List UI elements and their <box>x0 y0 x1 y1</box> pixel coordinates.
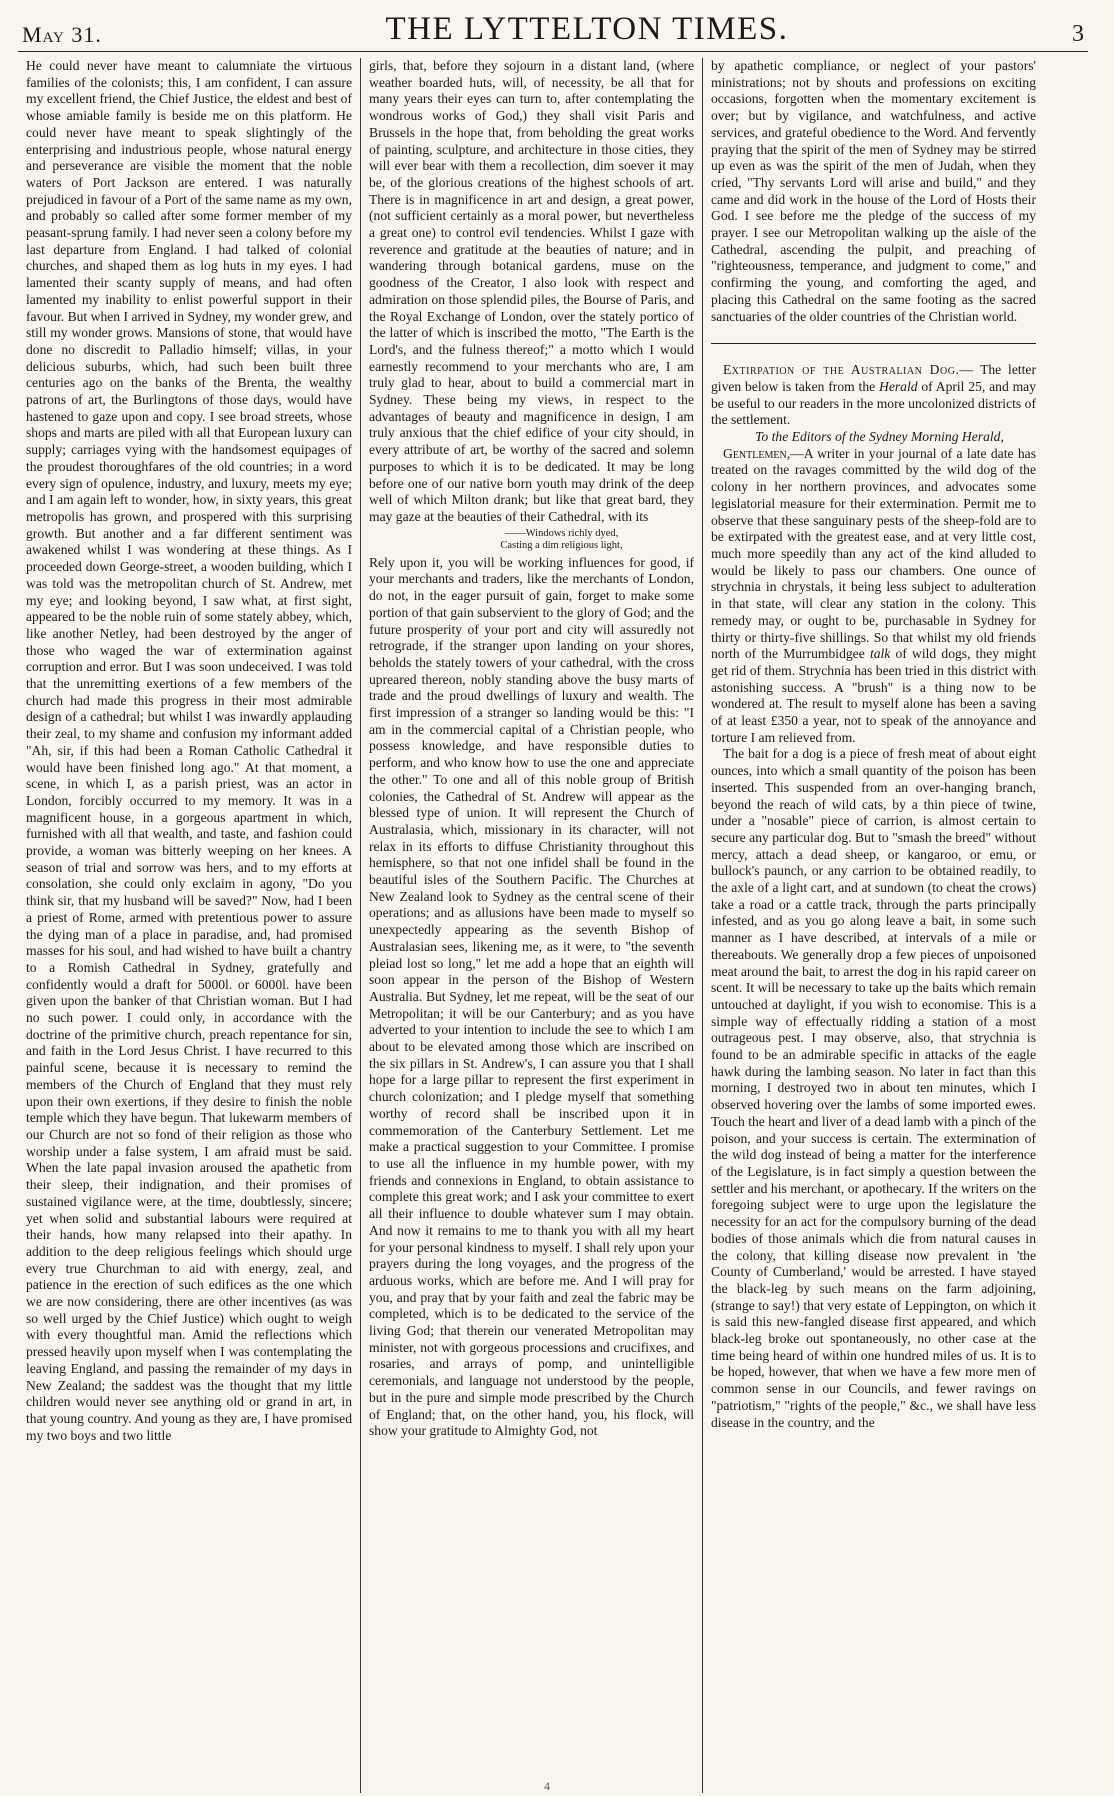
issue-date: May 31. <box>22 22 102 47</box>
article-intro: Extirpation of the Australian Dog.— The letter given below is taken from the Herald of April 25, and may be useful to our readers in the more uncolonized districts of the settlement. <box>711 362 1036 428</box>
column-3 <box>702 58 1044 1793</box>
page-signature-mark: 4 <box>544 1779 550 1793</box>
quote-line: ——Windows richly dyed, <box>504 527 619 539</box>
speech-paragraph: Rely upon it, you will be working influences for good, if your merchants and traders, like the merchants of London, do not, in the eager pursuit of gain, forget to make some portion of that gain subservient to the glory of God; and the future prosperity of your port and city will assuredly not retrograde, if the stranger upon landing on your shores, beholds the stately towers of your cathedral, with the cross upreared thereon, nobly standing above the busy marts of trade and the proud dwellings of luxury and wealth. The first impression of a stranger so landing would be this: "I am in the commercial capital of a Christian people, who possess knowledge, and have responsible duties to perform, and who know how to use the one and appreciate the other." To one and all of this noble group of British colonies, the Cathedral of St. Andrew will appear as the blessed type of union. It will represent the Church of Australasia, which, missionary in its character, will not relax in its efforts to diffuse Christianity throughout this hemisphere, so that not one infidel shall be found in the beautiful isles of the Southern Pacific. The Churches at New Zealand look to Sydney as the central scene of their operations; and as allusions have been made to myself so unexpectedly appearing as the seventh Bishop of Australasian sees, likening me, as it were, to "the seventh pleiad lost so long," let me add a hope that an eighth will soon appear in the person of the Bishop of Western Australia. But Sydney, let me repeat, will be the seat of our Metropolitan; it will be our Canterbury; and as you have adverted to your intention to include the see to which I am about to be elevated among those which are inscribed on the six pillars in St. Andrew's, I can assure you that I shall hope for a large pillar to represent the first experiment in church colonization; and I pledge myself that something worthy of record shall be inscribed upon it in commemoration of the Canterbury Settlement. Let me make a practical suggestion to your Committee. I promise to use all the influence in my humble power, with my friends and connexions in England, to obtain assistance to complete this great work; and I ask your committee to exert all their influence to double whatever sum I may obtain. And now it remains to me to thank you with all my heart for your personal kindness to myself. I shall rely upon your prayers during the long voyages, and the progress of the arduous works, which are before me. And I will pray for you, and pray that by your faith and zeal the fabric may be completed, which is to be dedicated to the service of the living God; that therein our venerated Metropolitan may minister, not with gorgeous processions and crucifixes, and rosaries, and arrays of pomp, and unintelligible ceremonials, and language not understood by the people, but in the pure and simple mode prescribed by the Church of England; that, on the other hand, you, his flock, will show your gratitude to Almighty God, not <box>369 554 694 1439</box>
milton-quote <box>429 528 694 552</box>
speech-paragraph: girls, that, before they sojourn in a distant land, (where weather boarded huts, will, of necessity, be all that for many years their eyes can turn to, after contemplating the wondrous works of God,) they shall visit Paris and Brussels in the hope that, from beholding the great works of painting, sculpture, and architecture in those cities, they will ever bear with them a recollection, dim soever it may be, of the glorious creations of the highest schools of art. There is in magnificence in art and design, a great power, (not sufficient certainly as a moral power, but nevertheless a great one) to control evil tendencies. Whilst I gaze with reverence and gratitude at the beauties of nature; and in wandering through botanical gardens, muse on the goodness of the Creator, I also look with respect and admiration on those splendid piles, the Bourse of Paris, and the Royal Exchange of London, over the stately portico of the latter of which is inscribed the motto, "The Earth is the Lord's, and the fulness thereof;" a motto which I would earnestly recommend to your merchants who are, I am truly glad to hear, about to build a commercial mart in Sydney. These being my views, in respect to the advantages of beauty and magnificence in design, I am truly anxious that the chief edifice of your city should, in every attribute of art, be worthy of the sacred and solemn purposes to which it is to be dedicated. It may be long before one of our native born youth may drink of the deep well of which Milton drank; but like that great bard, they may gaze at the beauties of their Cathedral, with its <box>369 58 694 524</box>
column-2 <box>360 58 702 1793</box>
column-1 <box>18 58 360 1793</box>
speech-paragraph: He could never have meant to calumniate the virtuous families of the colonists; this, I am confident, I can assure my excellent friend, the Chief Justice, the eldest and best of whose amiable family is beside me on this platform. He could never have meant to speak slightingly of the enterprising and industrious people, whose natural energy and perseverance are visible the moment that the noble waters of Port Jackson are entered. I was naturally prejudiced in favour of a Port of the same name as my own, and probably so called after some former member of my peasant-sprung family. I had never seen a colony before my last departure from England. I had talked of colonial churches, and shaped them as log huts in my eyes. I had lamented their scanty supply of means, and had often lamented my inability to enlist powerful support in their favour. But when I arrived in Sydney, my wonder grew, and still my wonder grows. Mansions of stone, that would have done no discredit to Palladio himself; villas, in your delicious suburbs, which, had such been built three centuries ago on the banks of the Brenta, the wealthy patrons of art, the Burlingtons of those days, would have hastened to gaze upon and copy. I see broad streets, whose shops and marts are piled with all that European luxury can supply; carriages vying with the handsomest equipages of the proudest thoroughfares of the old countries; in a word every sign of opulence, industry, and luxury, meets my eye; and I am again left to wonder, how, in sixty years, this great metropolis has grown, and prospered with this surprising growth. But another and a far different sentiment was awakened whilst I was wondering at these things. As I proceeded down George-street, a wooden building, which I was told was the metropolitan church of St. Andrew, met my eye; and looking beyond, I saw what, at first sight, appeared to be the noble ruin of some stately abbey, which, like another Netley, had been destroyed by the anger of those who waged the war of extermination against corruption and error. But I was soon undeceived. I was told that the unremitting exertions of a few members of the church had made this progress in their most admirable design of a cathedral; but whilst I was inwardly applauding their zeal, to my shame and confusion my informant added "Ah, sir, if this had been a Roman Catholic Cathedral it would have been finished long ago." At that moment, a scene, in which I, as a parish priest, was an actor in London, forcibly occurred to my memory. It was in a magnificent house, in a gorgeous apartment in which, furnished with all that wealth, and taste, and fashion could provide, a woman was bitterly weeping on her knees. A season of trial and sorrow was hers, and to my efforts at consolation, she could only exclaim in agony, "Do you think sir, that my husband will be saved?" Now, had I been a priest of Rome, armed with pretentious power to assure the dying man of a place in paradise, and, had promised masses for his soul, and had wished to have built a chantry to a Romish Cathedral in Sydney, gratefully and confidently would a draft for 5000l. or 6000l. have been given upon the banker of that Christian woman. But I had no such power. I could only, in accordance with the doctrine of the primitive church, preach repentance for sin, and faith in the Lord Jesus Christ. I have recurred to this painful scene, because it is necessary to remind the members of the Church of England that they must rely upon their own exertions, if they desire to finish the noble temple which they have begun. That lukewarm members of our Church are not so fond of their religion as those who worship under a false system, I am afraid must be said. When the late papal invasion aroused the apathetic from their sleep, their indignation, and their promises of sustained vigilance were, at the time, doubtlessly, sincere; yet when solid and substantial labours were required at their hands, how many relapsed into their apathy. In addition to the deep religious feelings which should urge every true Churchman to aid with energy, zeal, and patience in the erection of such edifices as the one which we are now considering, there are other incentives (as was so well urged by the Chief Justice) which ought to weigh with every thoughtful man. Amid the reflections which pressed heavily upon myself when I was contemplating the leaving England, and passing the remainder of my days in New Zealand; the saddest was the thought that my little children would never see anything old or grand in art, in that young country. And young as they are, I have promised my two boys and two little <box>26 58 352 1443</box>
letter-salutation: Gentlemen, <box>723 445 791 461</box>
speech-paragraph: by apathetic compliance, or neglect of your pastors' ministrations; not by shouts and professions on exciting occasions, forgotten when the momentary excitement is over; but by vigilance, and watchfulness, and active services, and grateful obedience to the Word. And fervently praying that the spirit of the men of Sydney may be stirred up even as was the spirit of the men of Judah, when they cried, "Thy servants Lord will arise and build," and they came and did work in the house of the Lord of Hosts their God. I see before me the pledge of the success of my prayer. I see our Metropolitan walking up the aisle of the Cathedral, ascending the pulpit, and preaching of "righteousness, temperance, and judgment to come," and confirming the young, and comforting the aged, and placing this Cathedral on the same footing as the sacred sanctuaries of the older countries of the Christian world. <box>711 58 1036 324</box>
masthead <box>18 8 1088 52</box>
newspaper-title: THE LYTTELTON TIMES. <box>385 11 789 47</box>
article-divider <box>711 343 1036 344</box>
letter-address: To the Editors of the Sydney Morning Herald, <box>755 429 1004 445</box>
page-number: 3 <box>1072 21 1084 47</box>
article-headline: Extirpation of the Australian Dog.— <box>723 362 974 378</box>
letter-paragraph: The bait for a dog is a piece of fresh meat of about eight ounces, into which a small quantity of the poison has been inserted. This suspended from an over-hanging branch, beyond the reach of wild cats, by a thin piece of twine, under a "nosable" piece of carrion, is almost certain to secure any particular dog. But to "smash the breed" without mercy, attach a dead sheep, or kangaroo, or emu, or bullock's paunch, or any carrion to be obtained readily, to the axle of a light cart, and at sundown (to cheat the crows) take a road or a cattle track, through the parts principally infested, and as you go along leave a bait, in some such manner as I have described, at intervals of a mile or thereabouts. We generally drop a few pieces of unpoisoned meat around the bait, to arrest the dog in his rapid career on scent. It will be necessary to take up the baits which remain untouched at daylight, if you wish to economise. This is a simple way of effectually ridding a station of a most outrageous pest. I may observe, also, that strychnia is found to be an admirable specific in attacks of the eagle hawk during the lambing season. No later in fact than this morning, I destroyed two in about ten minutes, which I observed hovering over the lambs of some imported ewes. Touch the heart and liver of a dead lamb with a pinch of the poison, and your success is certain. The extermination of the wild dog instead of being a matter for the interference of the Legislature, is in fact simply a question between the settler and his merchant, or apothecary. If the writers on the foregoing subject were to urge upon the legislature the necessity for an act for the compulsory burning of the dead bodies of those animals which die from natural causes in the colony, that killing disease now prevalent in 'the County of Cumberland,' would be arrested. I have stayed the black-leg by such means on the farm adjoining, (strange to say!) that very estate of Leppington, on which it is said this new-fangled disease first appeared, and which black-leg broke out spontaneously, no other case at the time being heard of within one hundred miles of us. It is to be hoped, however, that when we have a few more men of common sense in our Councils, and fewer ravings on "patriotism," "rights of the people," &c., we shall have less disease in the country, and the <box>711 746 1036 1430</box>
article-columns <box>18 58 1088 1793</box>
letter-paragraph: Gentlemen,—A writer in your journal of a late date has treated on the ravages committed by the wild dog of the colony in her northern provinces, and advocates some legislatorial measure for their extermination. Permit me to observe that these sanguinary pests of the sheep-fold are to be extirpated with the greatest ease, and at very little cost, much more speedily than any act of the kind alluded to would be likely to pass our chambers. One ounce of strychnia in chrystals, it being less subject to adulteration in that state, will clear any station in the colony. This remedy may, or ought to be, purchasable in Sydney for thirty or thirty-five shillings. So that whilst my old friends north of the Murrumbidgee talk of wild dogs, they might get rid of them. Strychnia has been tried in this district with astonishing success. A "brush" is a thing now to be wondered at. The result to myself alone has been a saving of at least £350 a year, not to speak of the annoyance and torture I am relieved from. <box>711 445 1037 745</box>
quote-line: Casting a dim religious light, <box>500 539 623 551</box>
